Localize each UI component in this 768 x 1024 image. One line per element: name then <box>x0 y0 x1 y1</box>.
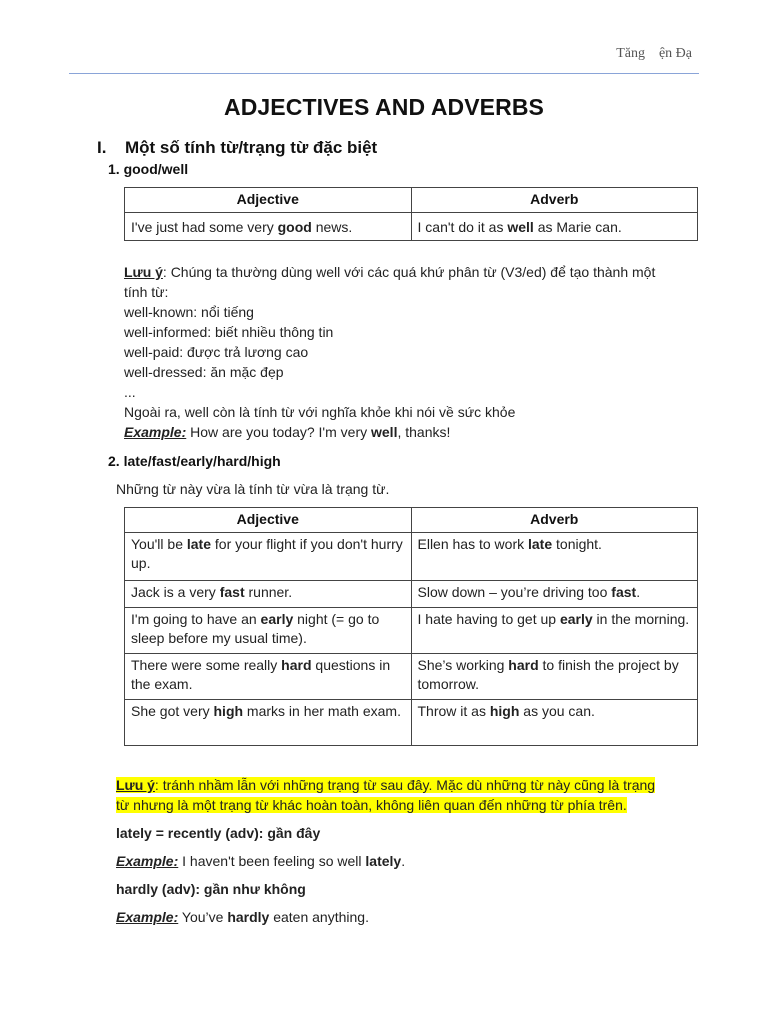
header-author: Tăng ện Đạ <box>616 46 692 61</box>
table-cell: She’s working hard to finish the project by tomorrow. <box>411 654 698 700</box>
note-label: Lưu ý <box>116 777 155 793</box>
table-row <box>125 700 698 746</box>
table-cell: I hate having to get up early in the morning. <box>411 608 698 654</box>
list-item: well-dressed: ăn mặc đẹp <box>124 364 284 380</box>
list-item: ... <box>124 384 136 400</box>
table-header-cell: Adjective <box>125 508 412 533</box>
table-header-cell: Adverb <box>411 188 697 213</box>
note-text: : Chúng ta thường dùng well với các quá khứ phân từ (V3/ed) để tạo thành một <box>162 264 656 280</box>
table-header-cell: Adjective <box>125 188 412 213</box>
table-cell: Ellen has to work late tonight. <box>411 533 698 581</box>
note-text: : tránh nhầm lẫn với những trạng từ sau đây. Mặc dù những từ này cũng là trạng <box>154 777 656 793</box>
subheading-good-well: 1. good/well <box>108 161 189 177</box>
lately-example: Example: I haven't been feeling so well lately. <box>116 853 406 869</box>
table-cell: Jack is a very fast runner. <box>125 581 412 608</box>
good-well-table <box>124 187 698 241</box>
hardly-definition: hardly (adv): gần như không <box>116 881 306 897</box>
list-item: well-paid: được trả lương cao <box>124 344 309 360</box>
note-label: Lưu ý <box>124 264 163 280</box>
note-good-well <box>124 262 704 442</box>
table-cell: I've just had some very good news. <box>125 213 412 241</box>
hardly-example: Example: You’ve hardly eaten anything. <box>116 909 369 925</box>
page-title: ADJECTIVES AND ADVERBS <box>224 94 544 120</box>
section-heading <box>97 138 377 158</box>
intro-text: Những từ này vừa là tính từ vừa là trạng từ. <box>116 481 390 497</box>
subheading-late-fast: 2. late/fast/early/hard/high <box>108 453 281 469</box>
note-warning <box>116 775 706 815</box>
section-number: I. <box>97 138 107 157</box>
table-header-row <box>125 508 698 533</box>
table-header-cell: Adverb <box>411 508 698 533</box>
table-row <box>125 608 698 654</box>
table-cell: I can't do it as well as Marie can. <box>411 213 697 241</box>
lately-definition: lately = recently (adv): gần đây <box>116 825 321 841</box>
table-cell: There were some really hard questions in the exam. <box>125 654 412 700</box>
table-cell: You'll be late for your flight if you don't hurry up. <box>125 533 412 581</box>
table-cell: Throw it as high as you can. <box>411 700 698 746</box>
table-cell: I'm going to have an early night (= go to sleep before my usual time). <box>125 608 412 654</box>
section-label: Một số tính từ/trạng từ đặc biệt <box>125 138 378 157</box>
table-cell: Slow down – you’re driving too fast. <box>411 581 698 608</box>
list-item: well-informed: biết nhiều thông tin <box>124 324 334 340</box>
header-divider <box>69 73 699 74</box>
note-extra: Ngoài ra, well còn là tính từ với nghĩa khỏe khi nói về sức khỏe <box>124 404 516 420</box>
table-cell: She got very high marks in her math exam. <box>125 700 412 746</box>
late-fast-table <box>124 507 698 746</box>
list-item: well-known: nổi tiếng <box>124 304 254 320</box>
table-row <box>125 533 698 581</box>
table-row <box>125 654 698 700</box>
table-row <box>125 213 698 241</box>
table-header-row <box>125 188 698 213</box>
table-row <box>125 581 698 608</box>
note-text: từ nhưng là một trạng từ khác hoàn toàn, không liên quan đến những từ phía trên. <box>116 797 627 813</box>
example-line: Example: How are you today? I'm very well, thanks! <box>124 424 451 440</box>
note-text: tính từ: <box>124 284 169 300</box>
